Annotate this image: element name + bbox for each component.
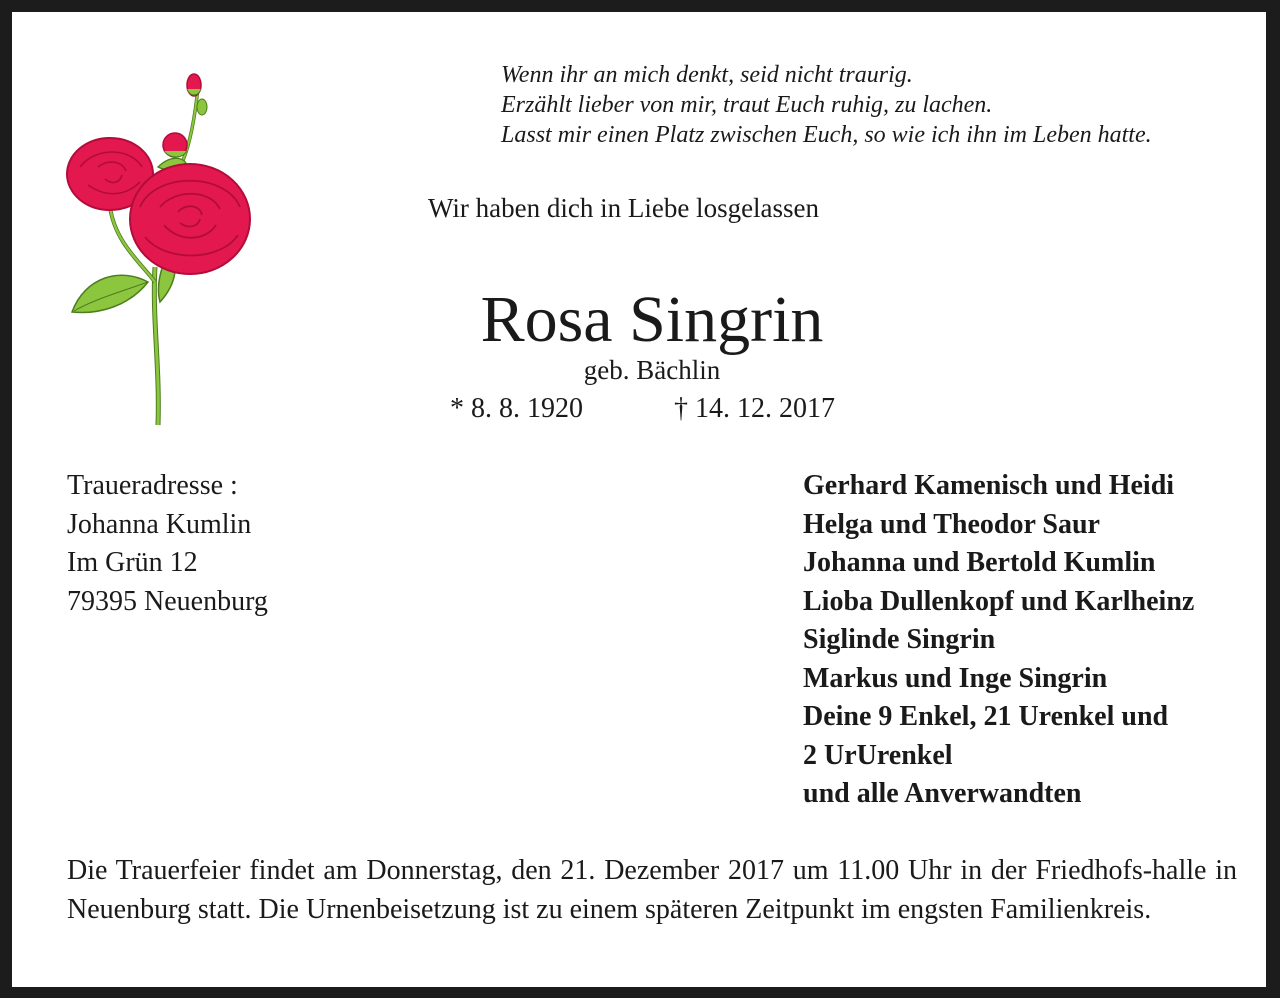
address-line: 79395 Neuenburg: [67, 585, 268, 617]
birth-date: * 8. 8. 1920: [450, 393, 583, 424]
deceased-name: Rosa Singrin: [480, 283, 824, 356]
mourning-address: [67, 467, 268, 621]
poem-line: Erzählt lieber von mir, traut Euch ruhig, zu lachen.: [501, 92, 993, 118]
motto: Wir haben dich in Liebe losgelassen: [428, 193, 820, 223]
mourner-line: Siglinde Singrin: [803, 624, 996, 655]
mourners-list: [803, 467, 1194, 814]
funeral-notice: Die Trauerfeier findet am Donnerstag, den 21. Dezember 2017 um 11.00 Uhr in der Friedhofs-halle in Neuenburg statt. Die Urnenbeisetzung ist zu einem späteren Zeitpunkt im engsten Familienkreis.: [67, 855, 1237, 925]
death-date: † 14. 12. 2017: [674, 393, 835, 424]
poem-line: Lasst mir einen Platz zwischen Euch, so wie ich ihn im Leben hatte.: [501, 122, 1152, 148]
maiden-name: geb. Bächlin: [583, 355, 721, 385]
mourner-line: Johanna und Bertold Kumlin: [803, 547, 1156, 578]
address-label: Traueradresse :: [67, 470, 238, 501]
address-line: Johanna Kumlin: [67, 508, 252, 540]
mourner-line: 2 UrUrenkel: [803, 739, 953, 771]
mourner-line: Gerhard Kamenisch und Heidi: [803, 470, 1175, 501]
mourner-line: und alle Anverwandten: [803, 778, 1082, 809]
mourner-line: Lioba Dullenkopf und Karlheinz: [803, 585, 1195, 617]
mourner-line: Markus und Inge Singrin: [803, 662, 1108, 694]
poem: [501, 60, 1271, 150]
poem-line: Wenn ihr an mich denkt, seid nicht traurig.: [501, 62, 913, 88]
mourner-line: Deine 9 Enkel, 21 Urenkel und: [803, 701, 1169, 732]
mourner-line: Helga und Theodor Saur: [803, 508, 1100, 540]
address-line: Im Grün 12: [67, 547, 198, 578]
